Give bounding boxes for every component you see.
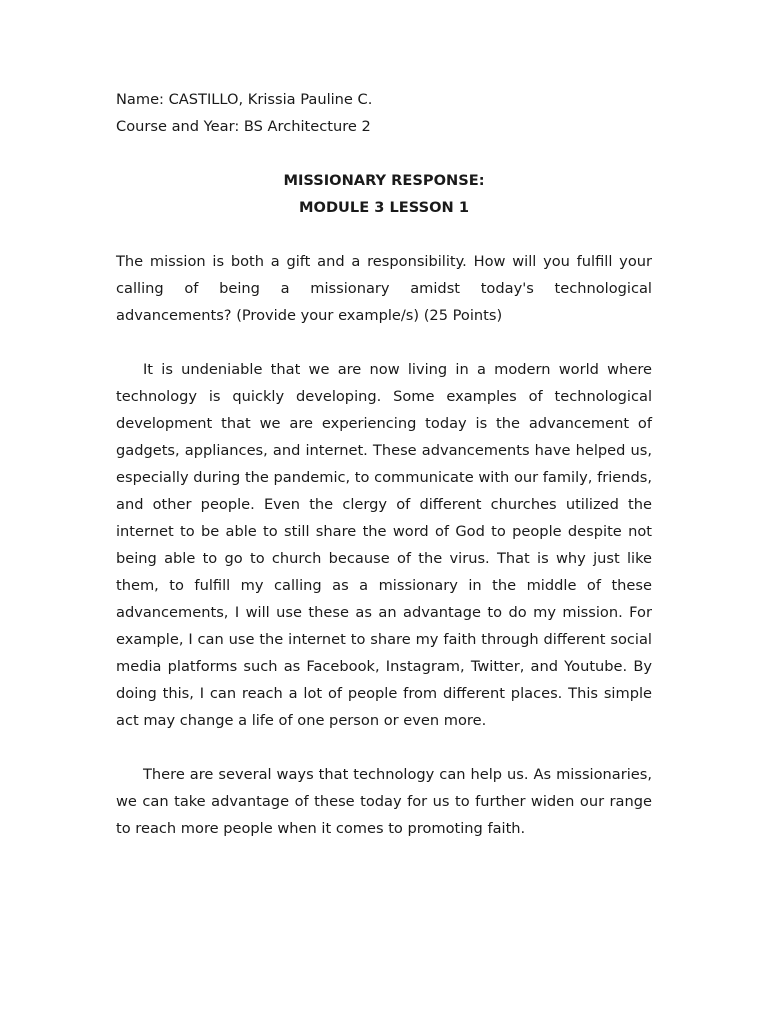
document-page	[116, 86, 652, 842]
student-name: Name: CASTILLO, Krissia Pauline C.	[116, 91, 373, 108]
title-line-2: MODULE 3 LESSON 1	[299, 199, 469, 216]
title-line-1: MISSIONARY RESPONSE:	[283, 172, 485, 189]
answer-paragraph-1: It is undeniable that we are now living in a modern world where technology is quickly developing. Some examples of technological development that we are experiencing today is the advancement of gadgets, appliances, and internet. These advancements have helped us, especially during the pandemic, to communicate with our family, friends, and other people. Even the clergy of different churches utilized the internet to be able to still share the word of God to people despite not being able to go to church because of the virus. That is why just like them, to fulfill my calling as a missionary in the middle of these advancements, I will use these as an advantage to do my mission. For example, I can use the internet to share my faith through different social media platforms such as Facebook, Instagram, Twitter, and Youtube. By doing this, I can reach a lot of people from different places. This simple act may change a life of one person or even more.	[116, 361, 653, 729]
question-prompt: The mission is both a gift and a responsibility. How will you fulfill your calling of being a missionary amidst today's technological advancements? (Provide your example/s) (25 Points)	[116, 253, 652, 324]
document-title	[116, 167, 652, 221]
course-and-year: Course and Year: BS Architecture 2	[116, 118, 371, 135]
answer-paragraph-2: There are several ways that technology can help us. As missionaries, we can take advantage of these today for us to further widen our range to reach more people when it comes to promoting faith.	[116, 766, 652, 837]
